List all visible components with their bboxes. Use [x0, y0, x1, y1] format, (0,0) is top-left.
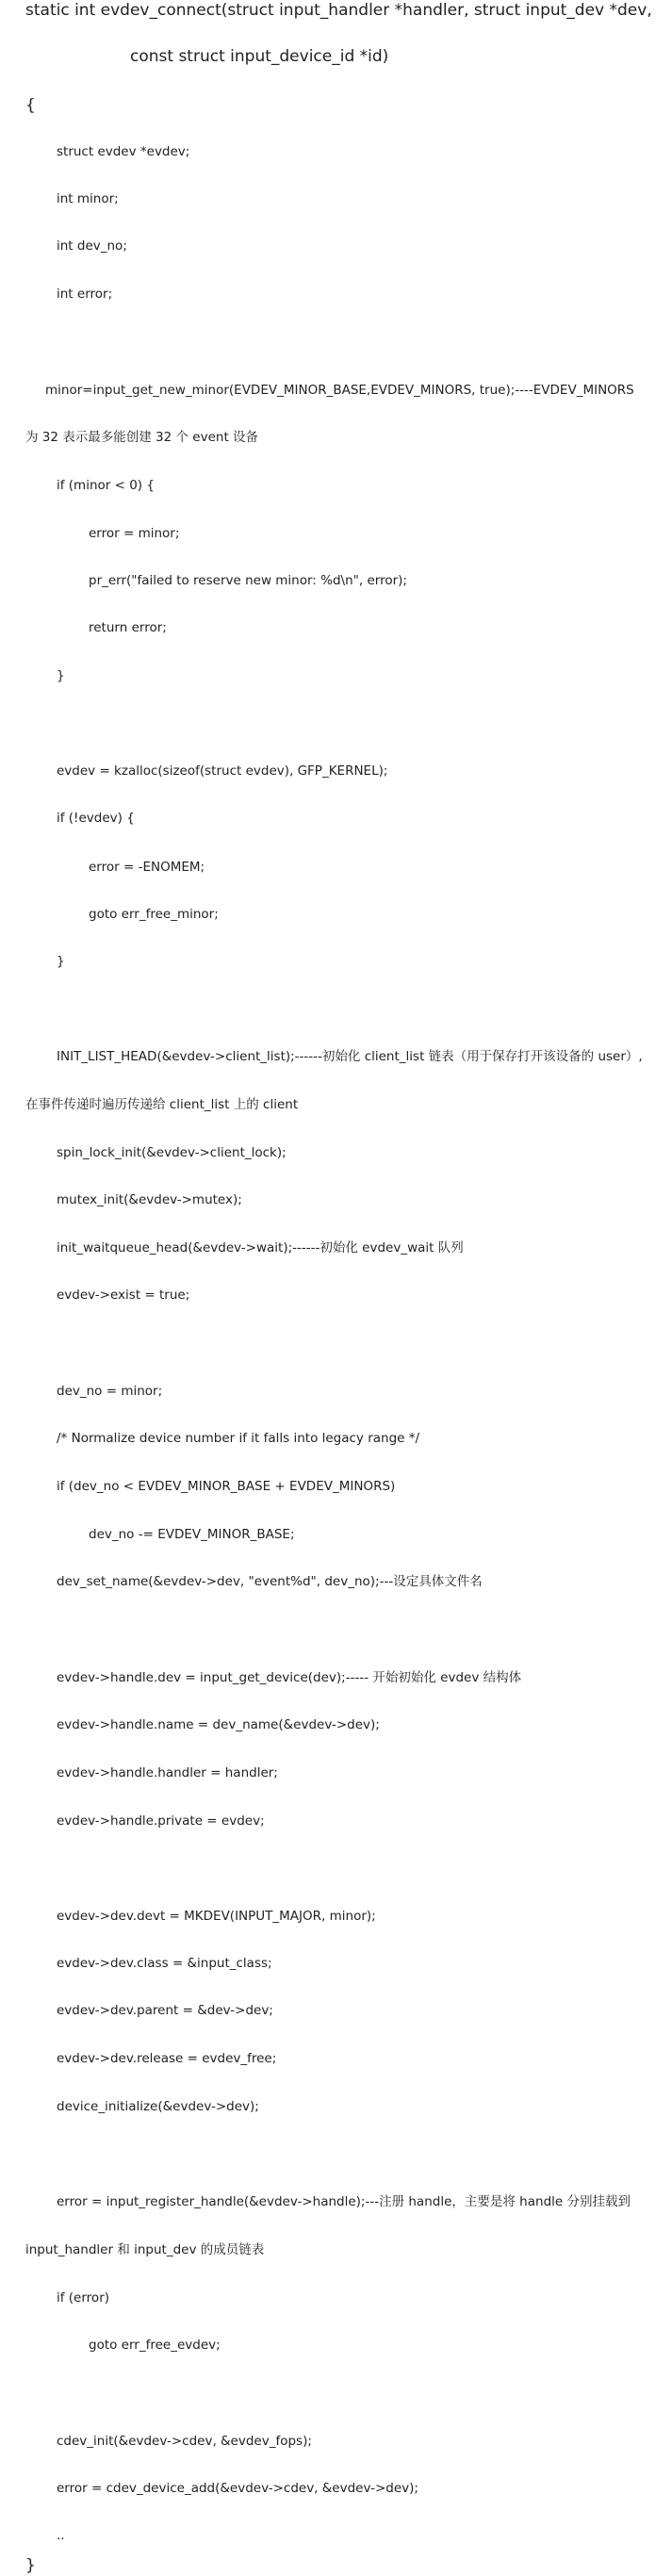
- code-line: struct evdev *evdev;: [57, 144, 190, 159]
- code-line: minor=input_get_new_minor(EVDEV_MINOR_BASE,EVDEV_MINORS, true);----EVDEV_MINORS: [45, 383, 634, 398]
- code-line: init_waitqueue_head(&evdev->wait);------初始化 evdev_wait 队列: [57, 1240, 464, 1255]
- code-line: if (minor < 0) {: [57, 478, 155, 493]
- code-line: goto err_free_evdev;: [89, 2338, 221, 2353]
- code-line: }: [57, 668, 65, 683]
- code-line: if (error): [57, 2290, 110, 2305]
- code-line: 在事件传递时遍历传递给 client_list 上的 client: [25, 1097, 299, 1112]
- code-line: mutex_init(&evdev->mutex);: [57, 1192, 242, 1207]
- code-line: error = -ENOMEM;: [89, 860, 205, 875]
- code-line: evdev->handle.private = evdev;: [57, 1813, 265, 1829]
- code-line: }: [57, 954, 65, 969]
- code-line: dev_no -= EVDEV_MINOR_BASE;: [89, 1527, 295, 1542]
- code-line: evdev->dev.release = evdev_free;: [57, 2051, 277, 2066]
- code-line: ..: [57, 2528, 65, 2543]
- code-line: evdev->handle.dev = input_get_device(dev);----- 开始初始化 evdev 结构体: [57, 1670, 522, 1685]
- code-line: dev_no = minor;: [57, 1384, 163, 1399]
- code-line: error = minor;: [89, 526, 180, 541]
- code-line: int minor;: [57, 191, 119, 206]
- code-line: 为 32 表示最多能创建 32 个 event 设备: [25, 430, 259, 445]
- code-line: evdev->handle.handler = handler;: [57, 1765, 278, 1780]
- code-line: }: [25, 2556, 36, 2575]
- code-line: INIT_LIST_HEAD(&evdev->client_list);------初始化 client_list 链表（用于保存打开该设备的 user）,: [57, 1049, 643, 1064]
- code-line: evdev->dev.devt = MKDEV(INPUT_MAJOR, minor);: [57, 1909, 376, 1924]
- code-line: /* Normalize device number if it falls into legacy range */: [57, 1431, 420, 1446]
- code-line: int dev_no;: [57, 238, 127, 254]
- code-line: spin_lock_init(&evdev->client_lock);: [57, 1145, 287, 1160]
- code-line: input_handler 和 input_dev 的成员链表: [25, 2242, 265, 2257]
- code-line: {: [25, 96, 36, 115]
- code-line: evdev->handle.name = dev_name(&evdev->dev);: [57, 1717, 380, 1732]
- code-line: evdev->dev.parent = &dev->dev;: [57, 2003, 273, 2018]
- code-line: evdev = kzalloc(sizeof(struct evdev), GFP_KERNEL);: [57, 763, 388, 779]
- code-line: goto err_free_minor;: [89, 907, 219, 922]
- code-line: pr_err("failed to reserve new minor: %d\n", error);: [89, 573, 407, 588]
- code-line: evdev->dev.class = &input_class;: [57, 1956, 272, 1971]
- code-line: static int evdev_connect(struct input_handler *handler, struct input_dev *dev,: [25, 1, 652, 20]
- code-line: error = input_register_handle(&evdev->handle);---注册 handle，主要是将 handle 分别挂载到: [57, 2194, 631, 2209]
- code-line: dev_set_name(&evdev->dev, "event%d", dev_no);---设定具体文件名: [57, 1574, 483, 1589]
- code-line: cdev_init(&evdev->cdev, &evdev_fops);: [57, 2434, 312, 2449]
- code-line: error = cdev_device_add(&evdev->cdev, &evdev->dev);: [57, 2481, 418, 2496]
- code-line: evdev->exist = true;: [57, 1288, 190, 1303]
- code-line: if (dev_no < EVDEV_MINOR_BASE + EVDEV_MINORS): [57, 1479, 396, 1494]
- code-line: device_initialize(&evdev->dev);: [57, 2099, 259, 2114]
- code-line: const struct input_device_id *id): [130, 47, 389, 66]
- code-line: int error;: [57, 287, 113, 302]
- code-line: if (!evdev) {: [57, 811, 135, 826]
- code-line: return error;: [89, 620, 167, 635]
